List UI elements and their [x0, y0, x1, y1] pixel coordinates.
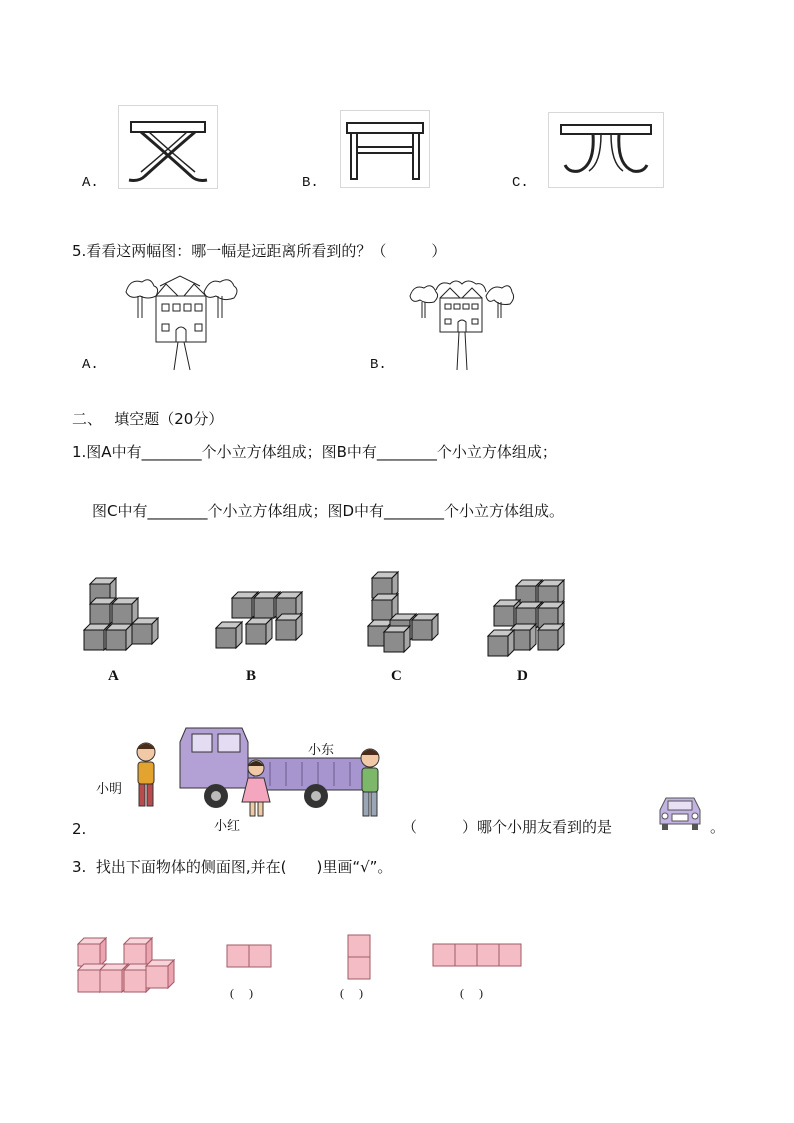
q2-question: （ ）哪个小朋友看到的是	[402, 818, 613, 836]
q5-question: 5.看看这两幅图：哪一幅是远距离所看到的？（ ）	[72, 242, 447, 260]
cube-figure-c	[368, 572, 438, 652]
q5-option-b-letter: B.	[370, 357, 387, 373]
answer-paren-2[interactable]: ( )	[340, 986, 363, 1000]
cube-figures	[76, 568, 586, 664]
name-xiaoming: 小明	[96, 782, 123, 797]
name-xiaodong: 小东	[308, 743, 335, 758]
q5-option-a-letter: A.	[82, 357, 99, 373]
q4-option-b-letter: B.	[302, 175, 319, 191]
cube-label-b: B	[246, 668, 257, 684]
q2-number: 2.	[72, 820, 87, 838]
cube-figure-b	[216, 592, 302, 648]
answer-paren-3[interactable]: ( )	[460, 986, 483, 1000]
section-2-heading: 二、 填空题（20分）	[72, 410, 224, 428]
answer-paren-1[interactable]: ( )	[230, 986, 253, 1000]
side-view-option-1	[226, 944, 272, 969]
q2-end: 。	[710, 818, 726, 836]
cube-label-c: C	[391, 668, 402, 684]
table-x-legs-image	[118, 105, 218, 189]
truck-scene-image	[94, 718, 396, 834]
side-view-option-3	[432, 943, 524, 968]
truck-figure	[180, 728, 372, 808]
side-view-option-2	[347, 934, 372, 980]
cube-label-d: D	[517, 668, 528, 684]
boy-xiaodong-figure	[361, 749, 379, 816]
q4-option-c-letter: C.	[512, 175, 529, 191]
q1-line-2: 图C中有________个小立方体组成；图D中有________个小立方体组成。	[92, 502, 565, 520]
q4-option-a-letter: A.	[82, 175, 99, 191]
cube-figure-d	[488, 580, 564, 656]
pink-cube-object	[76, 936, 182, 994]
boy-xiaoming-figure	[137, 743, 155, 806]
table-straight-legs-image	[340, 110, 430, 188]
cube-label-a: A	[108, 668, 119, 684]
table-curved-legs-image	[548, 112, 664, 188]
car-front-icon	[654, 790, 706, 832]
house-far-image	[406, 274, 516, 372]
cube-figure-a	[84, 578, 158, 650]
q1-line-1: 1.图A中有________个小立方体组成；图B中有________个小立方体组成；	[72, 443, 557, 461]
q3-text: 3. 找出下面物体的侧面图,并在( )里画“√”。	[72, 858, 393, 876]
name-xiaohong: 小红	[214, 819, 241, 834]
house-near-image	[120, 274, 240, 372]
